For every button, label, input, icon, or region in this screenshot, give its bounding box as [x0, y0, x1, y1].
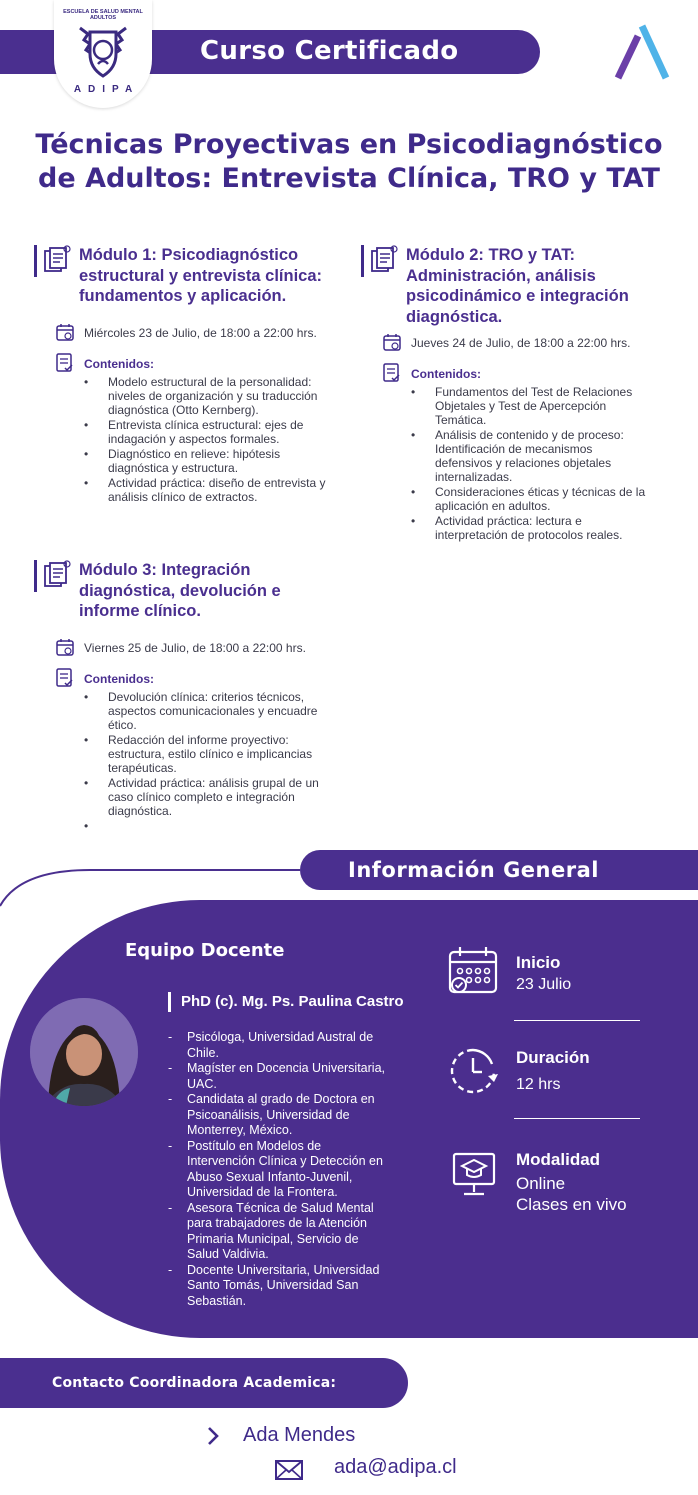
module-1-title	[79, 245, 322, 307]
list-item: • Modelo estructural de la personalidad: niveles de organización y su traducción diagnóstica (Otto Kernberg).	[84, 375, 374, 417]
checklist-icon	[383, 363, 401, 383]
teacher-photo	[30, 998, 138, 1106]
list-item: - Asesora Técnica de Salud Mental para trabajadores de la Atención Primaria Municipal, Servicio de Salud Valdivia.	[168, 1201, 423, 1263]
calendar-icon	[446, 944, 500, 998]
calendar-icon	[56, 323, 74, 341]
adipa-logo	[54, 0, 152, 108]
module-2-title	[406, 245, 629, 327]
module-title-line: diagnóstica, devolución e	[79, 581, 281, 600]
document-icon	[42, 560, 72, 590]
logo-school-sub: ADULTOS	[89, 15, 117, 21]
list-item: • Entrevista clínica estructural: ejes de indagación y aspectos formales.	[84, 418, 374, 446]
calendar-icon	[56, 638, 74, 656]
module-2-contents-list	[411, 385, 698, 543]
module-date-text: Jueves 24 de Julio, de 18:00 a 22:00 hrs.	[411, 336, 631, 350]
start-label: Inicio	[516, 953, 561, 972]
module-title-line: estructural y entrevista clínica:	[79, 266, 323, 285]
teacher-cv-list	[168, 1030, 423, 1309]
module-accent-bar	[34, 245, 37, 277]
list-item: - Magíster en Docencia Universitaria, UAC.	[168, 1061, 423, 1092]
module-title-line: fundamentos y aplicación.	[79, 287, 287, 305]
module-title-line: Módulo 1: Psicodiagnóstico	[79, 246, 299, 264]
contact-name: Ada Mendes	[243, 1424, 356, 1446]
contact-title: Contacto Coordinadora Academica:	[52, 1375, 337, 1391]
logo-name: ADIPA	[73, 84, 140, 95]
list-item: - Docente Universitaria, Universidad Santo Tomás, Universidad San Sebastián.	[168, 1263, 423, 1310]
module-3	[34, 560, 364, 840]
list-item: • Actividad práctica: lectura e interpretación de protocolos reales.	[411, 514, 698, 542]
list-item: - Candidata al grado de Doctora en Psicoanálisis, Universidad de Monterrey, México.	[168, 1092, 423, 1139]
list-item: • Consideraciones éticas y técnicas de la aplicación en adultos.	[411, 485, 698, 513]
module-title-line: Módulo 2: TRO y TAT:	[406, 246, 575, 264]
duration-label: Duración	[516, 1048, 590, 1067]
module-1	[34, 245, 364, 515]
divider	[514, 1118, 640, 1119]
contents-label-text: Contenidos:	[84, 672, 154, 686]
course-title	[0, 128, 698, 196]
module-date-text: Miércoles 23 de Julio, de 18:00 a 22:00 hrs.	[84, 326, 317, 340]
contact-email-link[interactable]: ada@adipa.cl	[334, 1456, 457, 1478]
calendar-icon	[383, 333, 401, 351]
chevron-right-icon	[205, 1425, 221, 1447]
module-3-title	[79, 560, 281, 622]
monitor-icon	[448, 1148, 502, 1202]
module-date-text: Viernes 25 de Julio, de 18:00 a 22:00 hrs.	[84, 641, 306, 655]
list-item: • Devolución clínica: criterios técnicos, aspectos comunicacionales y encuadre ético.	[84, 690, 374, 732]
divider	[514, 1020, 640, 1021]
module-title-line: diagnóstica.	[406, 307, 503, 326]
module-1-contents-list	[84, 375, 374, 505]
general-info-title: Información General	[348, 858, 599, 882]
list-item: • Redacción del informe proyectivo: estructura, estilo clínico e implicancias terapéuticas.	[84, 733, 374, 775]
list-item: - Psicóloga, Universidad Austral de Chile.	[168, 1030, 423, 1061]
contents-label-text: Contenidos:	[411, 367, 481, 381]
teacher-avatar	[30, 998, 138, 1106]
module-2	[361, 245, 691, 545]
list-item: - Postítulo en Modelos de Intervención Clínica y Detección en Abuso Sexual Infanto-Juvenil, Universidad de la Frontera.	[168, 1139, 423, 1201]
list-item: • Actividad práctica: análisis grupal de un caso clínico completo e integración diagnóstica.	[84, 776, 374, 818]
contents-label-text: Contenidos:	[84, 357, 154, 371]
module-title-line: Módulo 3: Integración	[79, 561, 251, 579]
team-title: Equipo Docente	[125, 940, 285, 961]
modality-label: Modalidad	[516, 1150, 601, 1169]
logo-school-line: ESCUELA DE SALUD MENTAL	[63, 9, 143, 15]
brand-a-icon	[612, 22, 670, 82]
document-icon	[369, 245, 399, 275]
list-item: • Actividad práctica: diseño de entrevista y análisis clínico de extractos.	[84, 476, 374, 504]
modality-value-live: Clases en vivo	[516, 1195, 627, 1214]
module-title-line: informe clínico.	[79, 602, 201, 620]
list-item: • Diagnóstico en relieve: hipótesis diagnóstica y estructura.	[84, 447, 374, 475]
module-accent-bar	[361, 245, 364, 277]
module-accent-bar	[34, 560, 37, 592]
teacher-name: PhD (c). Mg. Ps. Paulina Castro	[168, 992, 404, 1012]
start-value: 23 Julio	[516, 976, 572, 993]
checklist-icon	[56, 668, 74, 688]
module-title-line: psicodinámico e integración	[406, 287, 629, 305]
shield-icon	[76, 24, 130, 80]
clock-icon	[446, 1044, 500, 1098]
banner-title: Curso Certificado	[200, 36, 459, 66]
course-title-line-1: Técnicas Proyectivas en Psicodiagnóstico	[35, 129, 663, 160]
document-icon	[42, 245, 72, 275]
list-item: • Análisis de contenido y de proceso: Identificación de mecanismos defensivos y relaciones objetales internalizadas.	[411, 428, 698, 484]
duration-value: 12 hrs	[516, 1076, 561, 1093]
course-title-line-2: de Adultos: Entrevista Clínica, TRO y TAT	[38, 163, 660, 194]
checklist-icon	[56, 353, 74, 373]
list-item: • Fundamentos del Test de Relaciones Objetales y Test de Apercepción Temática.	[411, 385, 698, 427]
modality-value-online: Online	[516, 1174, 566, 1193]
module-3-contents-list	[84, 690, 374, 819]
module-title-line: Administración, análisis	[406, 266, 596, 285]
mail-icon	[275, 1460, 303, 1480]
